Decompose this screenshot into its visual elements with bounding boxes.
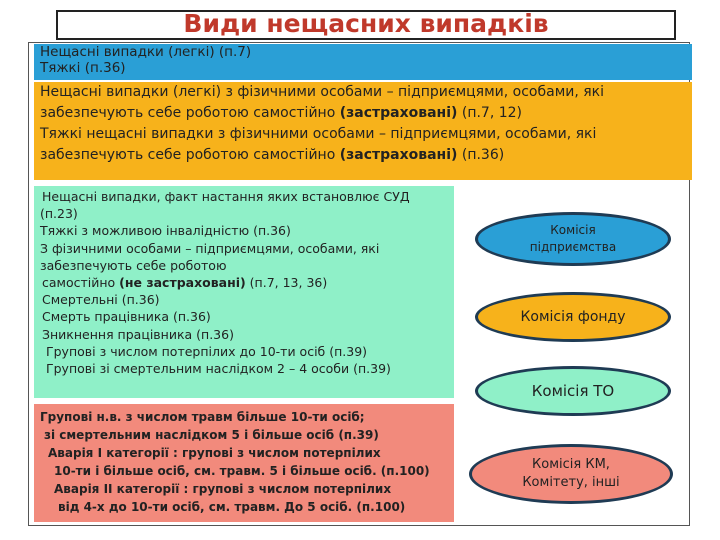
green-line-1: Нещасні випадки, факт настання яких встановлює СУД [42,189,410,204]
salmon-line-3: Аварія І категорії : групові з числом потерпілих [48,446,381,460]
light-severe-accidents-box [34,44,692,80]
blue-line-1: Нещасні випадки (легкі) (п.7) [40,44,252,60]
green-line-10: Групові з числом потерпілих до 10-ти осіб (п.39) [46,343,368,359]
green-line-4: З фізичними особами – підприємцями, особами, які [40,240,380,256]
enterprise-commission-oval [475,212,671,266]
orange-line-2: забезпечують себе роботою самостійно (застраховані) (п.7, 12) [40,105,523,121]
green-line-9: Зникнення працівника (п.36) [42,326,234,342]
green-line-8: Смерть працівника (п.36) [42,309,211,325]
green-line-7: Смертельні (п.36) [42,292,160,308]
green-line-3: Тяжкі з можливою інвалідністю (п.36) [40,223,291,239]
group-accidents-box [34,404,454,522]
oval-1-line-1: Комісія [550,223,596,237]
to-commission-oval [475,366,671,416]
oval-2-label: Комісія фонду [520,309,626,325]
salmon-line-2: зі смертельним наслідком 5 і більше осіб (п.39) [44,428,379,442]
blue-line-2: Тяжкі (п.36) [40,60,126,76]
salmon-line-6: від 4-х до 10-ти осіб, см. травм. До 5 осіб. (п.100) [58,500,406,514]
cabinet-commission-oval [469,444,673,504]
fund-commission-oval [475,292,671,342]
insured-entrepreneurs-box [34,82,692,180]
green-line-2: (п.23) [40,206,78,222]
green-line-6: самостійно (не застраховані) (п.7, 13, 36) [42,275,328,291]
green-line-11: Групові зі смертельним наслідком 2 – 4 особи (п.39) [46,361,391,377]
salmon-line-4: 10-ти і більше осіб, см. травм. 5 і більше осіб. (п.100) [54,464,430,478]
orange-line-3: Тяжкі нещасні випадки з фізичними особами – підприємцями, особами, які [40,126,597,142]
salmon-line-1: Групові н.в. з числом травм більше 10-ти осіб; [40,410,365,424]
orange-line-4: забезпечують себе роботою самостійно (застраховані) (п.36) [40,147,505,163]
oval-4-line-1: Комісія КМ, [532,457,610,472]
salmon-line-5: Аварія ІІ категорії : групові з числом потерпілих [54,482,392,496]
oval-3-label: Комісія ТО [531,382,615,400]
oval-4-line-2: Комітету, інші [522,475,620,490]
orange-line-1: Нещасні випадки (легкі) з фізичними особами – підприємцями, особами, які [40,84,605,100]
green-line-5: забезпечують себе роботою [40,257,227,273]
oval-1-line-2: підприємства [529,240,617,254]
commission-cases-box [34,186,454,398]
page-title: Види нещасних випадків [56,10,676,40]
